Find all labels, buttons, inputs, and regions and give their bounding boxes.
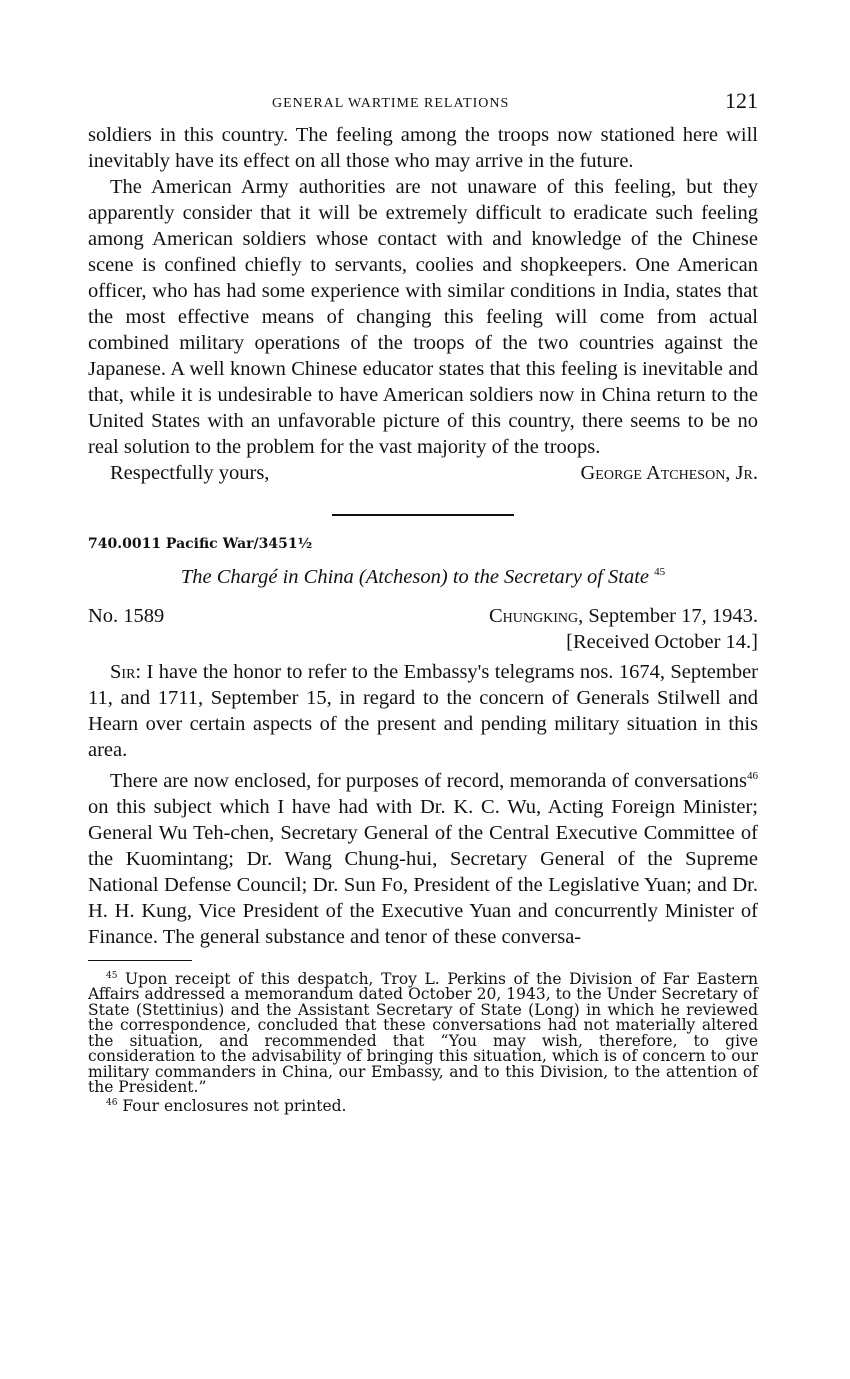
running-header <box>88 88 758 122</box>
signature: George Atcheson, Jr. <box>580 462 758 484</box>
letter-closing <box>88 460 758 490</box>
page <box>88 88 758 1115</box>
received-date: [Received October 14.] <box>566 631 758 653</box>
footnote-mark: 45 <box>106 970 118 981</box>
paragraph-text: on this subject which I have had with Dr. K. C. Wu, Acting Foreign Minister; General Wu Teh-chen, Secretary General of the Central Executive Committee of the Kuomintang; Dr. Wang Chung-hui, Secretary General of the Supreme National Defense Council; Dr. Sun Fo, President of the Legislative Yuan; and Dr. H. H. Kung, Vice President of the Executive Yuan and concurrently Minister of Finance. The general substance and tenor of these conversa- <box>88 795 758 948</box>
despatch-body <box>88 659 758 950</box>
footnote-text: Four enclosures not printed. <box>122 1097 347 1116</box>
page-number: 121 <box>725 88 758 113</box>
paragraph-text: There are now enclosed, for purposes of record, memoranda of conversations <box>110 769 747 792</box>
city: Chungking, <box>488 605 584 627</box>
salutation: Sir: <box>110 661 142 683</box>
date: September 17, 1943. <box>588 605 758 627</box>
complimentary-close: Respectfully yours, <box>110 462 270 484</box>
despatch-number: No. 1589 <box>88 605 165 627</box>
place-and-date <box>489 603 758 655</box>
document-title-text: The Chargé in China (Atcheson) to the Secretary of State <box>180 566 650 588</box>
document-title <box>88 566 758 589</box>
footnote-divider <box>88 960 192 961</box>
section-divider <box>332 514 514 516</box>
letter-continuation <box>88 122 758 460</box>
footnote-text: Upon receipt of this despatch, Troy L. Perkins of the Division of Far Eastern Affairs addressed a memorandum dated October 20, 1943, to the Under Secretary of State (Stettinius) and the Assistant Secretary of State (Long) in which he reviewed the correspondence, concluded that these conversations had not materially altered the situation, and recommended that “You may wish, therefore, to give consideration to the advisability of bringing this situation, which is of concern to our military commanders in China, our Embassy, and to this Division, to the attention of the President.” <box>88 969 758 1097</box>
paragraph-text: I have the honor to refer to the Embassy's telegrams nos. 1674, September 11, and 1711, September 15, in regard to the concern of Generals Stilwell and Hearn over certain aspects of the present and pending military situation in this area. <box>88 661 759 761</box>
paragraph: soldiers in this country. The feeling among the troops now stationed here will inevitably have its effect on all those who may arrive in the future. <box>88 124 758 172</box>
footnote-ref: 45 <box>654 566 666 579</box>
running-title: GENERAL WARTIME RELATIONS <box>272 96 510 111</box>
footnotes <box>88 969 758 1115</box>
footnote <box>88 969 758 1096</box>
file-number: 740.0011 Pacific War/3451½ <box>88 536 313 552</box>
paragraph <box>88 763 758 950</box>
footnote-mark: 46 <box>106 1097 118 1108</box>
paragraph: The American Army authorities are not unaware of this feeling, but they apparently consider that it will be extremely difficult to eradicate such feeling among American soldiers whose contact with and knowledge of the Chinese scene is confined chiefly to servants, coolies and shopkeepers. One American officer, who has had some experience with similar conditions in India, states that the most effective means of changing this feeling will come from actual combined military operations of the troops of the two countries against the Japanese. A well known Chinese educator states that this feeling is inevitable and that, while it is undesirable to have American soldiers now in China return to the United States with an unfavorable picture of this country, there seems to be no real solution to the problem for the vast majority of the troops. <box>88 176 758 458</box>
footnote <box>88 1096 758 1115</box>
footnote-ref: 46 <box>747 770 758 782</box>
dateline <box>88 603 758 659</box>
paragraph <box>88 659 758 763</box>
